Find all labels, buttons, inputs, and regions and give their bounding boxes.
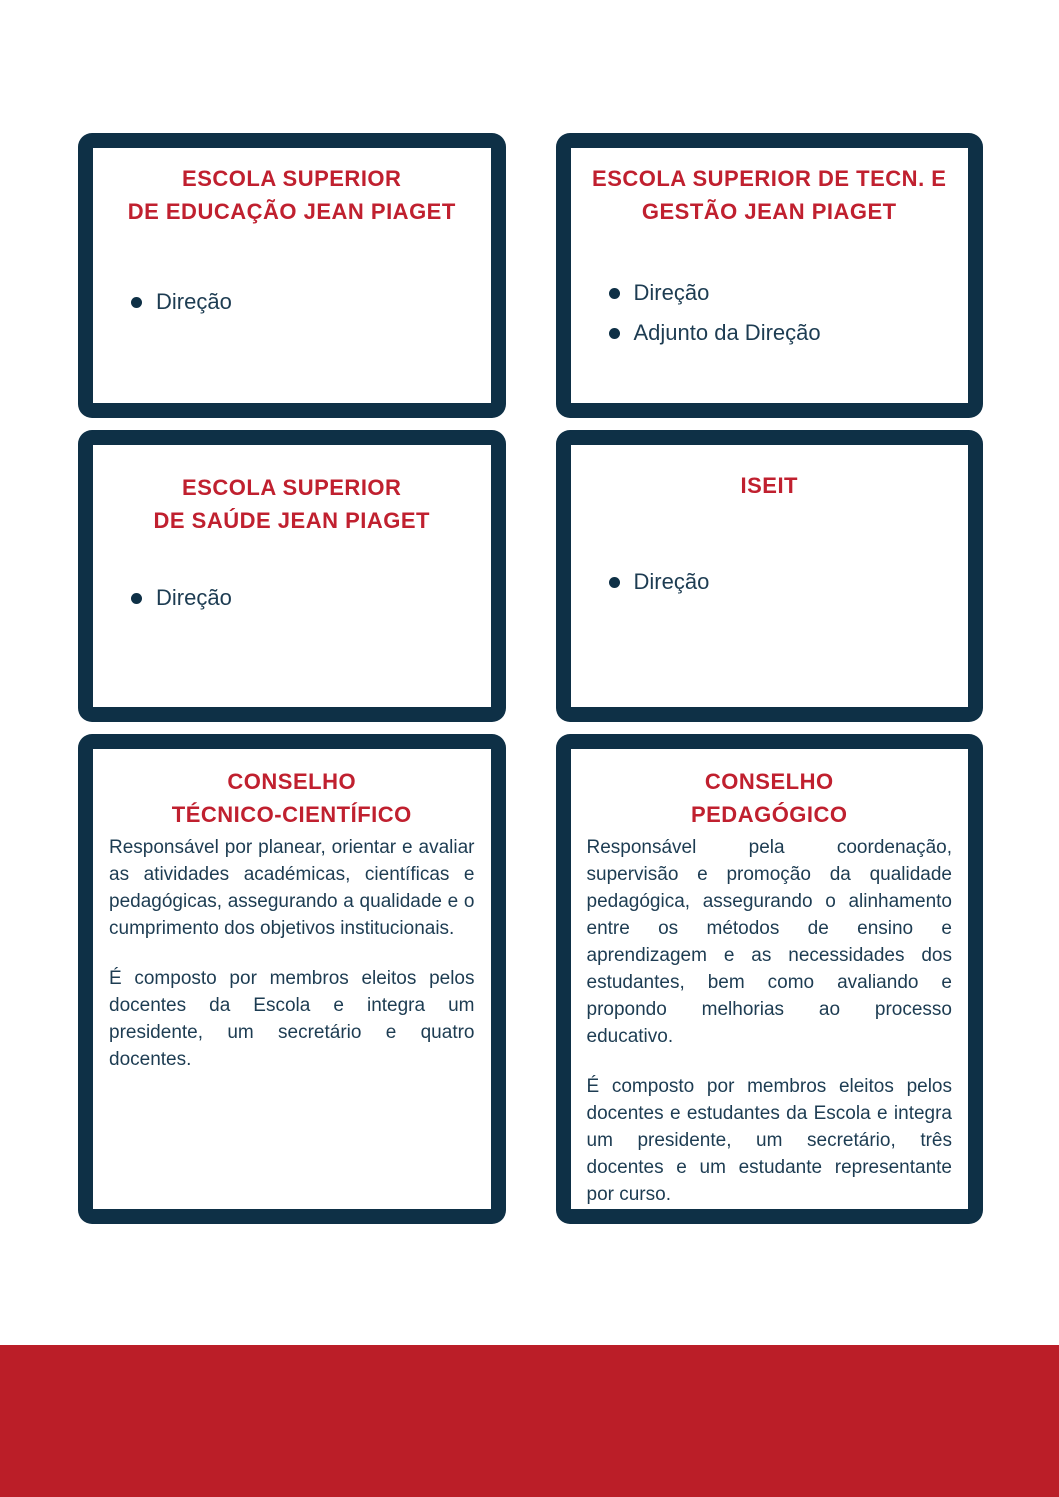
- paragraph-responsibilities: Responsável pela coordenação, supervisão e promoção da qualidade pedagógica, assegurando o alinhamento entre os métodos de ensino e aprendizagem e as necessidades dos estudantes, bem como avaliando e propondo melhorias ao processo educativo.: [586, 837, 952, 1047]
- card-conselho-tecnico-cientifico: [78, 734, 506, 1224]
- card-bullet-list: [93, 282, 491, 322]
- bullet-item-direcao: Direção: [607, 273, 959, 313]
- bullet-item-direcao: Direção: [129, 578, 481, 618]
- card-escola-tecn-gestao: [556, 133, 984, 418]
- title-line: CONSELHO: [704, 769, 834, 794]
- card-conselho-pedagogico: [556, 734, 984, 1224]
- bullet-item-direcao: Direção: [607, 562, 959, 602]
- card-description: [571, 834, 969, 1208]
- title-line: DE SAÚDE JEAN PIAGET: [153, 508, 430, 533]
- paragraph-responsibilities: Responsável por planear, orientar e avaliar as atividades académicas, científicas e pedagógicas, assegurando a qualidade e o cumprimento dos objetivos institucionais.: [109, 837, 475, 939]
- title-line: ISEIT: [740, 473, 798, 498]
- paragraph-composition: É composto por membros eleitos pelos docentes da Escola e integra um presidente, um secretário e quatro docentes.: [109, 968, 475, 1070]
- card-iseit: [556, 430, 984, 722]
- title-line: CONSELHO: [227, 769, 357, 794]
- card-title-escola-educacao: [99, 162, 485, 228]
- title-line: ESCOLA SUPERIOR: [182, 166, 402, 191]
- card-title-escola-saude: [99, 471, 485, 537]
- card-bullet-list: [571, 562, 969, 602]
- card-title-iseit: [577, 469, 963, 502]
- card-title-conselho-pedagogico: [577, 765, 963, 831]
- title-line: TÉCNICO-CIENTÍFICO: [171, 802, 412, 827]
- title-line: PEDAGÓGICO: [690, 802, 848, 827]
- card-escola-educacao: [78, 133, 506, 418]
- card-title-conselho-tecnico-cientifico: [99, 765, 485, 831]
- bullet-item-direcao: Direção: [129, 282, 481, 322]
- card-title-escola-tecn-gestao: [577, 162, 963, 228]
- card-description: [93, 834, 491, 1073]
- title-line: ESCOLA SUPERIOR: [182, 475, 402, 500]
- title-line: GESTÃO JEAN PIAGET: [641, 199, 897, 224]
- card-bullet-list: [571, 273, 969, 353]
- card-bullet-list: [93, 578, 491, 618]
- footer-red-band: [0, 1345, 1059, 1497]
- org-cards-grid: [78, 133, 983, 1224]
- title-line: ESCOLA SUPERIOR DE TECN. E: [592, 166, 947, 191]
- title-line: DE EDUCAÇÃO JEAN PIAGET: [127, 199, 456, 224]
- bullet-item-adjunto-direcao: Adjunto da Direção: [607, 313, 959, 353]
- card-escola-saude: [78, 430, 506, 722]
- paragraph-composition: É composto por membros eleitos pelos docentes e estudantes da Escola e integra um presidente, um secretário, três docentes e um estudante representante por curso.: [586, 1076, 952, 1205]
